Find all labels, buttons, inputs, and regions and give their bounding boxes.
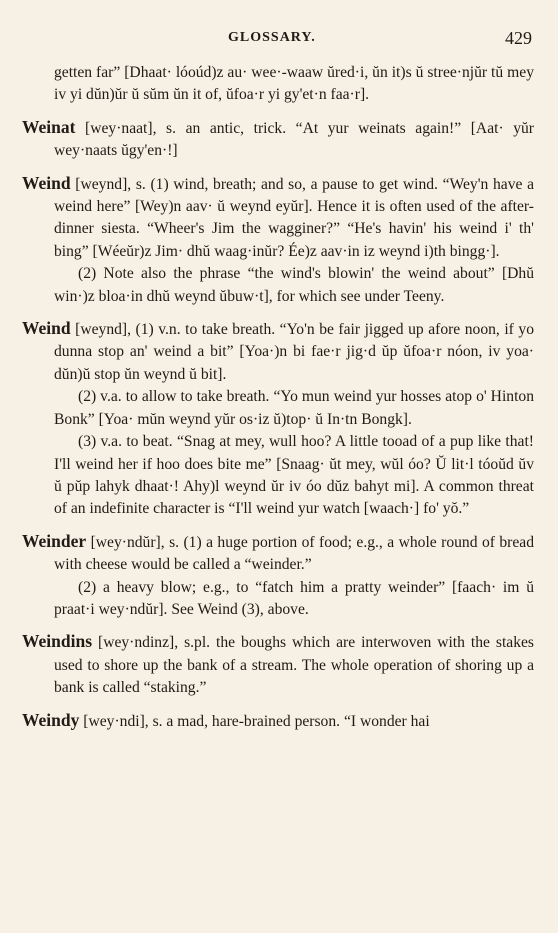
sense-paragraph: (2) Note also the phrase “the wind's blowin' the weind about” [Dhŭ win·)z bloa·in dhŭ weynd ŭbuw·t], for which see under Teeny.: [54, 265, 534, 305]
sense-paragraph: (2) v.a. to allow to take breath. “Yo mun weind yur hosses atop o' Hinton Bonk” [Yoa· mŭn weynd yŭr os·iz ŭ)top· ŭ In·tn Bongk].: [54, 388, 534, 428]
entry-weinder: [22, 530, 534, 622]
entry-body: [weynd], (1) v.n. to take breath. “Yo'n be fair jigged up afore noon, if yo dunna stop an' weind a bit” [Yoa·)n bi fae·r jig·d ŭp ŭfoa·r nóon, iv yoa· dŭn)ŭ stop ŭn weynd ŭ bit].: [54, 321, 534, 383]
continuation-paragraph: getten far” [Dhaat· lóoúd)z au· wee·-waaw ŭred·i, ŭn it)s ŭ stree·njŭr tŭ mey iv yi dŭn)ŭr ŭ sŭm ŭn it of, ŭfoa·r yi gy'et·n faa·r].: [54, 64, 534, 104]
page-header: [0, 30, 558, 50]
headword: Weinat: [22, 116, 76, 137]
entry-body: [wey·ndŭr], s. (1) a huge portion of food; e.g., a whole round of bread with cheese would be called a “weinder.”: [54, 533, 534, 574]
entry-weinat: [22, 116, 534, 163]
headword: Weinder: [22, 530, 87, 551]
headword: Weindins: [22, 631, 93, 652]
entry-weind-verb: [22, 317, 534, 521]
entry-weind-noun: [22, 172, 534, 308]
entry-body: [wey·ndinz], s.pl. the boughs which are interwoven with the stakes used to shore up the bank of a stream. The whole operation of shoring up a bank is called “staking.”: [54, 634, 534, 697]
page-number: 429: [505, 28, 532, 48]
headword: Weind: [22, 172, 71, 193]
headword: Weind: [22, 318, 71, 339]
entry-weindy: [22, 709, 534, 733]
glossary-content: [22, 62, 534, 742]
entry-weindins: [22, 630, 534, 699]
entry-body: [wey·ndi], s. a mad, hare-brained person. “I wonder hai: [79, 712, 430, 730]
sense-paragraph: (2) a heavy blow; e.g., to “fatch him a pratty weinder” [faach· im ŭ praat·i wey·ndŭr]. See Weind (3), above.: [54, 578, 534, 618]
entry-body: [wey·naat], s. an antic, trick. “At yur weinats again!” [Aat· yŭr wey·naats ŭgy'en·!]: [54, 119, 534, 160]
running-title: GLOSSARY.: [228, 30, 316, 45]
entry-body: [weynd], s. (1) wind, breath; and so, a pause to get wind. “Wey'n have a weind here” [Wey)n aav· ŭ weynd eyŭr]. Hence it is often used of the after-dinner siesta. “Wheer's Jim the wagginer?” “He's havin' his weind i' th' bing” [Wéeŭr)z Jim· dhŭ waag·inŭr? Ée)z aav·in iz weynd i)th bingg·].: [54, 175, 534, 260]
sense-paragraph: (3) v.a. to beat. “Snag at mey, wull hoo? A little tooad of a pup like that! I'll weind her if hoo does bite me” [Snaag· ŭt mey, wŭl óo? Ŭ lit·l tóoŭd ŭv ŭ pŭp lahyk dhaat·! Ahy)l weynd ŭr iv óo dŭz bahyt mi]. A common threat of an indefinite character is “I'll weind yur watch [waach·] fo' yŏ.”: [54, 433, 534, 518]
headword: Weindy: [22, 709, 80, 730]
